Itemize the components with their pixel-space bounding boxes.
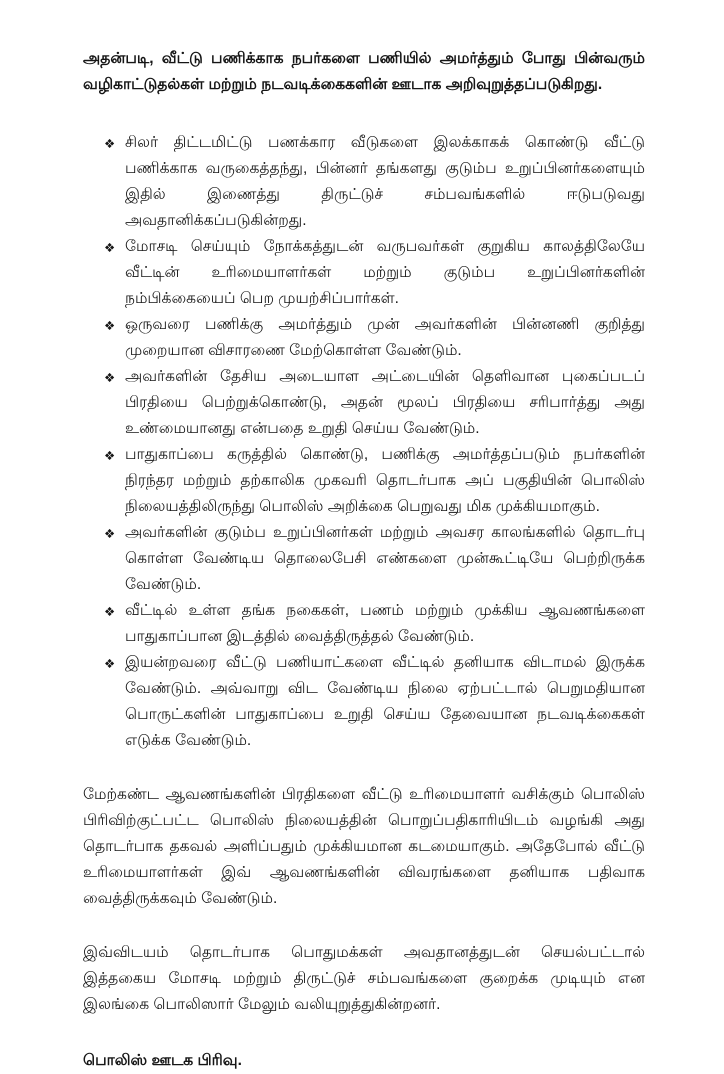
closing-paragraph-public-notice: இவ்விடயம் தொடர்பாக பொதுமக்கள் அவதானத்துடன் செயல்பட்டால் இத்தகைய மோசடி மற்றும் திருட்டுச் சம்பவங்களை குறைக்க முடியும் என இலங்கை பொலிஸார் மேலும் வலியுறுத்துகின்றனர். xyxy=(83,944,645,1013)
list-item xyxy=(105,130,645,234)
guidelines-list xyxy=(105,130,645,754)
list-item xyxy=(105,234,645,312)
bullet-text: பாதுகாப்பை கருத்தில் கொண்டு, பணிக்கு அமர்த்தப்படும் நபர்களின் நிரந்தர மற்றும் தற்காலிக முகவரி தொடர்பாக அப் பகுதியின் பொலிஸ் நிலையத்திலிருந்து பொலிஸ் அறிக்கை பெறுவது மிக முக்கியமாகும். xyxy=(125,446,645,515)
diamond-bullet-icon: ❖ xyxy=(104,319,116,333)
bullet-text: ஒருவரை பணிக்கு அமர்த்தும் முன் அவர்களின் பின்னணி குறித்து முறையான விசாரணை மேற்கொள்ள வேண்டும். xyxy=(125,316,645,359)
diamond-bullet-icon: ❖ xyxy=(104,605,116,619)
closing-paragraph-documents: மேற்கண்ட ஆவணங்களின் பிரதிகளை வீட்டு உரிமையாளர் வசிக்கும் பொலிஸ் பிரிவிற்குட்பட்ட பொலிஸ் நிலையத்தின் பொறுப்பதிகாரியிடம் வழங்கி அது தொடர்பாக தகவல் அளிப்பதும் முக்கியமான கடமையாகும். அதேபோல் வீட்டு உரிமையாளர்கள் இவ் ஆவணங்களின் விவரங்களை தனியாக பதிவாக வைத்திருக்கவும் வேண்டும். xyxy=(83,786,645,907)
diamond-bullet-icon: ❖ xyxy=(104,527,116,541)
list-item xyxy=(105,364,645,442)
list-item xyxy=(105,650,645,754)
bullet-text: சிலர் திட்டமிட்டு பணக்கார வீடுகளை இலக்காகக் கொண்டு வீட்டு பணிக்காக வருகைத்தந்து, பின்னர் தங்களது குடும்ப உறுப்பினர்களையும் இதில் இணைத்து திருட்டுச் சம்பவங்களில் ஈடுபடுவது அவதானிக்கப்படுகின்றது. xyxy=(125,134,645,229)
list-item xyxy=(105,598,645,650)
diamond-bullet-icon: ❖ xyxy=(104,449,116,463)
intro-paragraph: அதன்படி, வீட்டு பணிக்காக நபர்களை பணியில் அமர்த்தும் போது பின்வரும் வழிகாட்டுதல்கள் மற்றும் நடவடிக்கைகளின் ஊடாக அறிவுறுத்தப்படுகிறது. xyxy=(83,50,645,93)
list-item xyxy=(105,442,645,520)
diamond-bullet-icon: ❖ xyxy=(104,371,116,385)
bullet-text: அவர்களின் குடும்ப உறுப்பினர்கள் மற்றும் அவசர காலங்களில் தொடர்பு கொள்ள வேண்டிய தொலைபேசி எண்களை முன்கூட்டியே பெற்றிருக்க வேண்டும். xyxy=(125,524,645,593)
bullet-text: அவர்களின் தேசிய அடையாள அட்டையின் தெளிவான புகைப்படப் பிரதியை பெற்றுக்கொண்டு, அதன் மூலப் பிரதியை சரிபார்த்து அது உண்மையானது என்பதை உறுதி செய்ய வேண்டும். xyxy=(125,368,645,437)
list-item xyxy=(105,520,645,598)
diamond-bullet-icon: ❖ xyxy=(104,657,116,671)
diamond-bullet-icon: ❖ xyxy=(104,241,116,255)
bullet-text: மோசடி செய்யும் நோக்கத்துடன் வருபவர்கள் குறுகிய காலத்திலேயே வீட்டின் உரிமையாளர்கள் மற்றும் குடும்ப உறுப்பினர்களின் நம்பிக்கையைப் பெற முயற்சிப்பார்கள். xyxy=(125,238,645,307)
list-item xyxy=(105,312,645,364)
bullet-text: இயன்றவரை வீட்டு பணியாட்களை வீட்டில் தனியாக விடாமல் இருக்க வேண்டும். அவ்வாறு விட வேண்டிய நிலை ஏற்பட்டால் பெறுமதியான பொருட்களின் பாதுகாப்பை உறுதி செய்ய தேவையான நடவடிக்கைகள் எடுக்க வேண்டும். xyxy=(125,654,645,749)
bullet-text: வீட்டில் உள்ள தங்க நகைகள், பணம் மற்றும் முக்கிய ஆவணங்களை பாதுகாப்பான இடத்தில் வைத்திருத்தல் வேண்டும். xyxy=(125,602,645,645)
diamond-bullet-icon: ❖ xyxy=(104,137,116,151)
footer-signature: பொலிஸ் ஊடக பிரிவு. xyxy=(83,1052,242,1069)
